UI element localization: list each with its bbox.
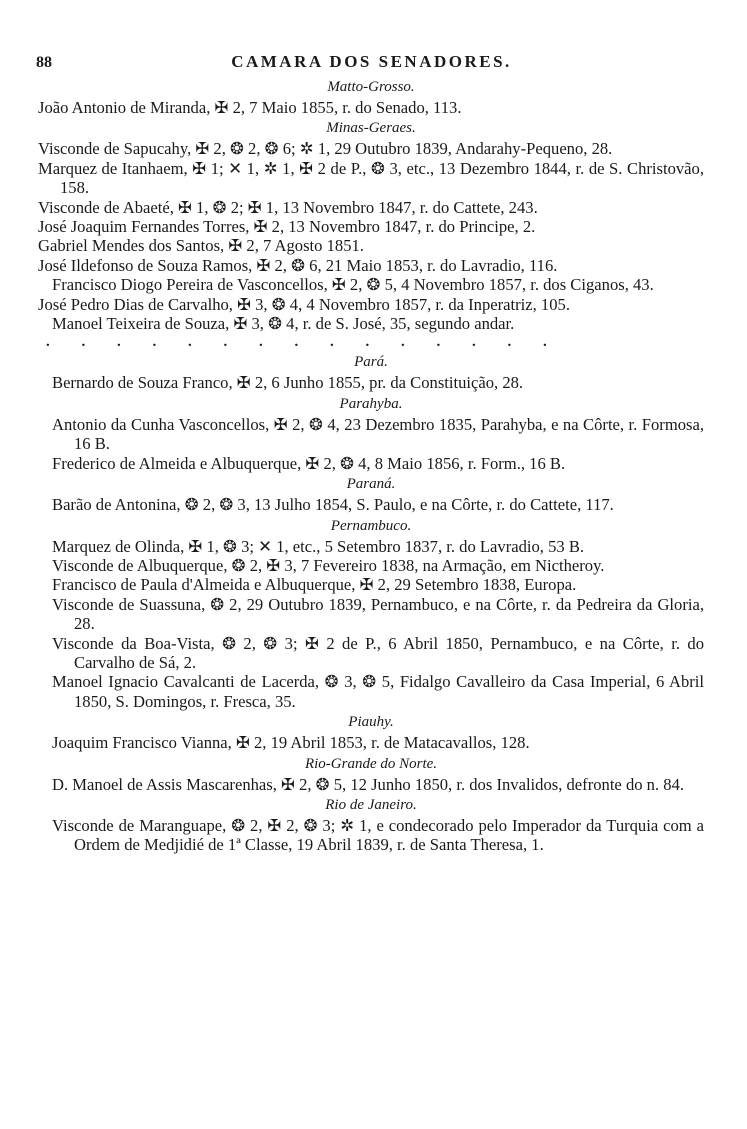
province-section [38,754,704,794]
province-heading: Piauhy. [348,714,394,731]
senator-entry: Marquez de Itanhaem, ✠ 1; ✕ 1, ✲ 1, ✠ 2 de P., ❂ 3, etc., 13 Dezembro 1844, r. de S. Christovão, 158. [38,158,704,198]
senator-entry: Visconde de Albuquerque, ❂ 2, ✠ 3, 7 Fevereiro 1838, na Armação, em Nictheroy. [52,555,605,575]
province-heading: Parahyba. [339,395,403,412]
province-section [38,394,704,473]
senators-list [38,76,704,855]
senator-entry: Manoel Teixeira de Souza, ✠ 3, ❂ 4, r. de S. José, 35, segundo andar. [52,314,515,334]
senator-entry: Francisco Diogo Pereira de Vasconcellos, ✠ 2, ❂ 5, 4 Novembro 1857, r. dos Ciganos, 43. [52,275,654,295]
province-heading: Matto-Grosso. [327,79,415,95]
senator-entry: Manoel Ignacio Cavalcanti de Lacerda, ❂ 3, ❂ 5, Fidalgo Cavalleiro da Casa Imperial, 6 Abril 1850, S. Domingos, r. Fresca, 35. [52,672,704,711]
senator-entry: Visconde de Suassuna, ❂ 2, 29 Outubro 1839, Pernambuco, e na Côrte, r. da Pedreira da Gloria, 28. [52,594,704,634]
running-title: CAMARA DOS SENADORES. [231,52,512,71]
senator-entry: Barão de Antonina, ❂ 2, ❂ 3, 13 Julho 1854, S. Paulo, e na Côrte, r. do Cattete, 117. [52,495,614,515]
province-heading: Minas-Geraes. [326,120,416,137]
province-heading: Paraná. [346,476,396,493]
province-heading: Pará. [354,354,388,371]
page-number: 88 [36,54,52,71]
senator-entry: Gabriel Mendes dos Santos, ✠ 2, 7 Agosto 1851. [38,236,364,256]
senator-entry: João Antonio de Miranda, ✠ 2, 7 Maio 1855, r. do Senado, 113. [38,98,462,117]
province-section [38,712,704,752]
province-section [38,77,704,117]
senator-entry: Antonio da Cunha Vasconcellos, ✠ 2, ❂ 4, 23 Dezembro 1835, Parahyba, e na Côrte, r. Formosa, 16 B. [52,414,704,454]
senator-entry: José Ildefonso de Souza Ramos, ✠ 2, ❂ 6, 21 Maio 1853, r. do Lavradio, 116. [38,255,558,275]
senator-entry: José Pedro Dias de Carvalho, ✠ 3, ❂ 4, 4 Novembro 1857, r. da Inperatriz, 105. [38,294,570,314]
province-heading: Pernambuco. [330,517,412,534]
province-section [38,795,704,855]
senator-entry: Francisco de Paula d'Almeida e Albuquerque, ✠ 2, 29 Setembro 1838, Europa. [52,575,577,595]
senator-entry: Visconde de Abaeté, ✠ 1, ❂ 2; ✠ 1, 13 Novembro 1847, r. do Cattete, 243. [38,197,538,217]
senator-entry: D. Manoel de Assis Mascarenhas, ✠ 2, ❂ 5, 12 Junho 1850, r. dos Invalidos, defronte do n. 84. [52,774,685,794]
senator-entry: José Joaquim Fernandes Torres, ✠ 2, 13 Novembro 1847, r. do Principe, 2. [38,217,536,237]
senator-entry: Frederico de Almeida e Albuquerque, ✠ 2, ❂ 4, 8 Maio 1856, r. Form., 16 B. [52,453,566,473]
province-heading: Rio de Janeiro. [325,796,417,813]
senator-entry: Marquez de Olinda, ✠ 1, ❂ 3; ✕ 1, etc., 5 Setembro 1837, r. do Lavradio, 53 B. [52,536,585,556]
province-heading: Rio-Grande do Norte. [304,755,438,772]
senator-entry: Visconde da Boa-Vista, ❂ 2, ❂ 3; ✠ 2 de P., 6 Abril 1850, Pernambuco, e na Côrte, r. do Carvalho de Sá, 2. [52,633,704,672]
ellipsis-dots: . . . . . . . . . . . . . . . [46,334,561,351]
province-section [38,352,704,392]
senator-entry: Joaquim Francisco Vianna, ✠ 2, 19 Abril 1853, r. de Matacavallos, 128. [52,733,530,753]
senator-entry: Visconde de Maranguape, ❂ 2, ✠ 2, ❂ 3; ✲ 1, e condecorado pelo Imperador da Turquia com a Ordem de Medjidié de 1ª Classe, 19 Abril 1839, r. de Santa Theresa, 1. [52,815,704,855]
province-section [38,474,704,514]
senator-entry: Visconde de Sapucahy, ✠ 2, ❂ 2, ❂ 6; ✲ 1, 29 Outubro 1839, Andarahy-Pequeno, 28. [38,139,613,159]
page-header [36,52,707,74]
province-section [38,516,704,712]
province-section [38,118,704,351]
senator-entry: Bernardo de Souza Franco, ✠ 2, 6 Junho 1855, pr. da Constituição, 28. [52,373,524,393]
